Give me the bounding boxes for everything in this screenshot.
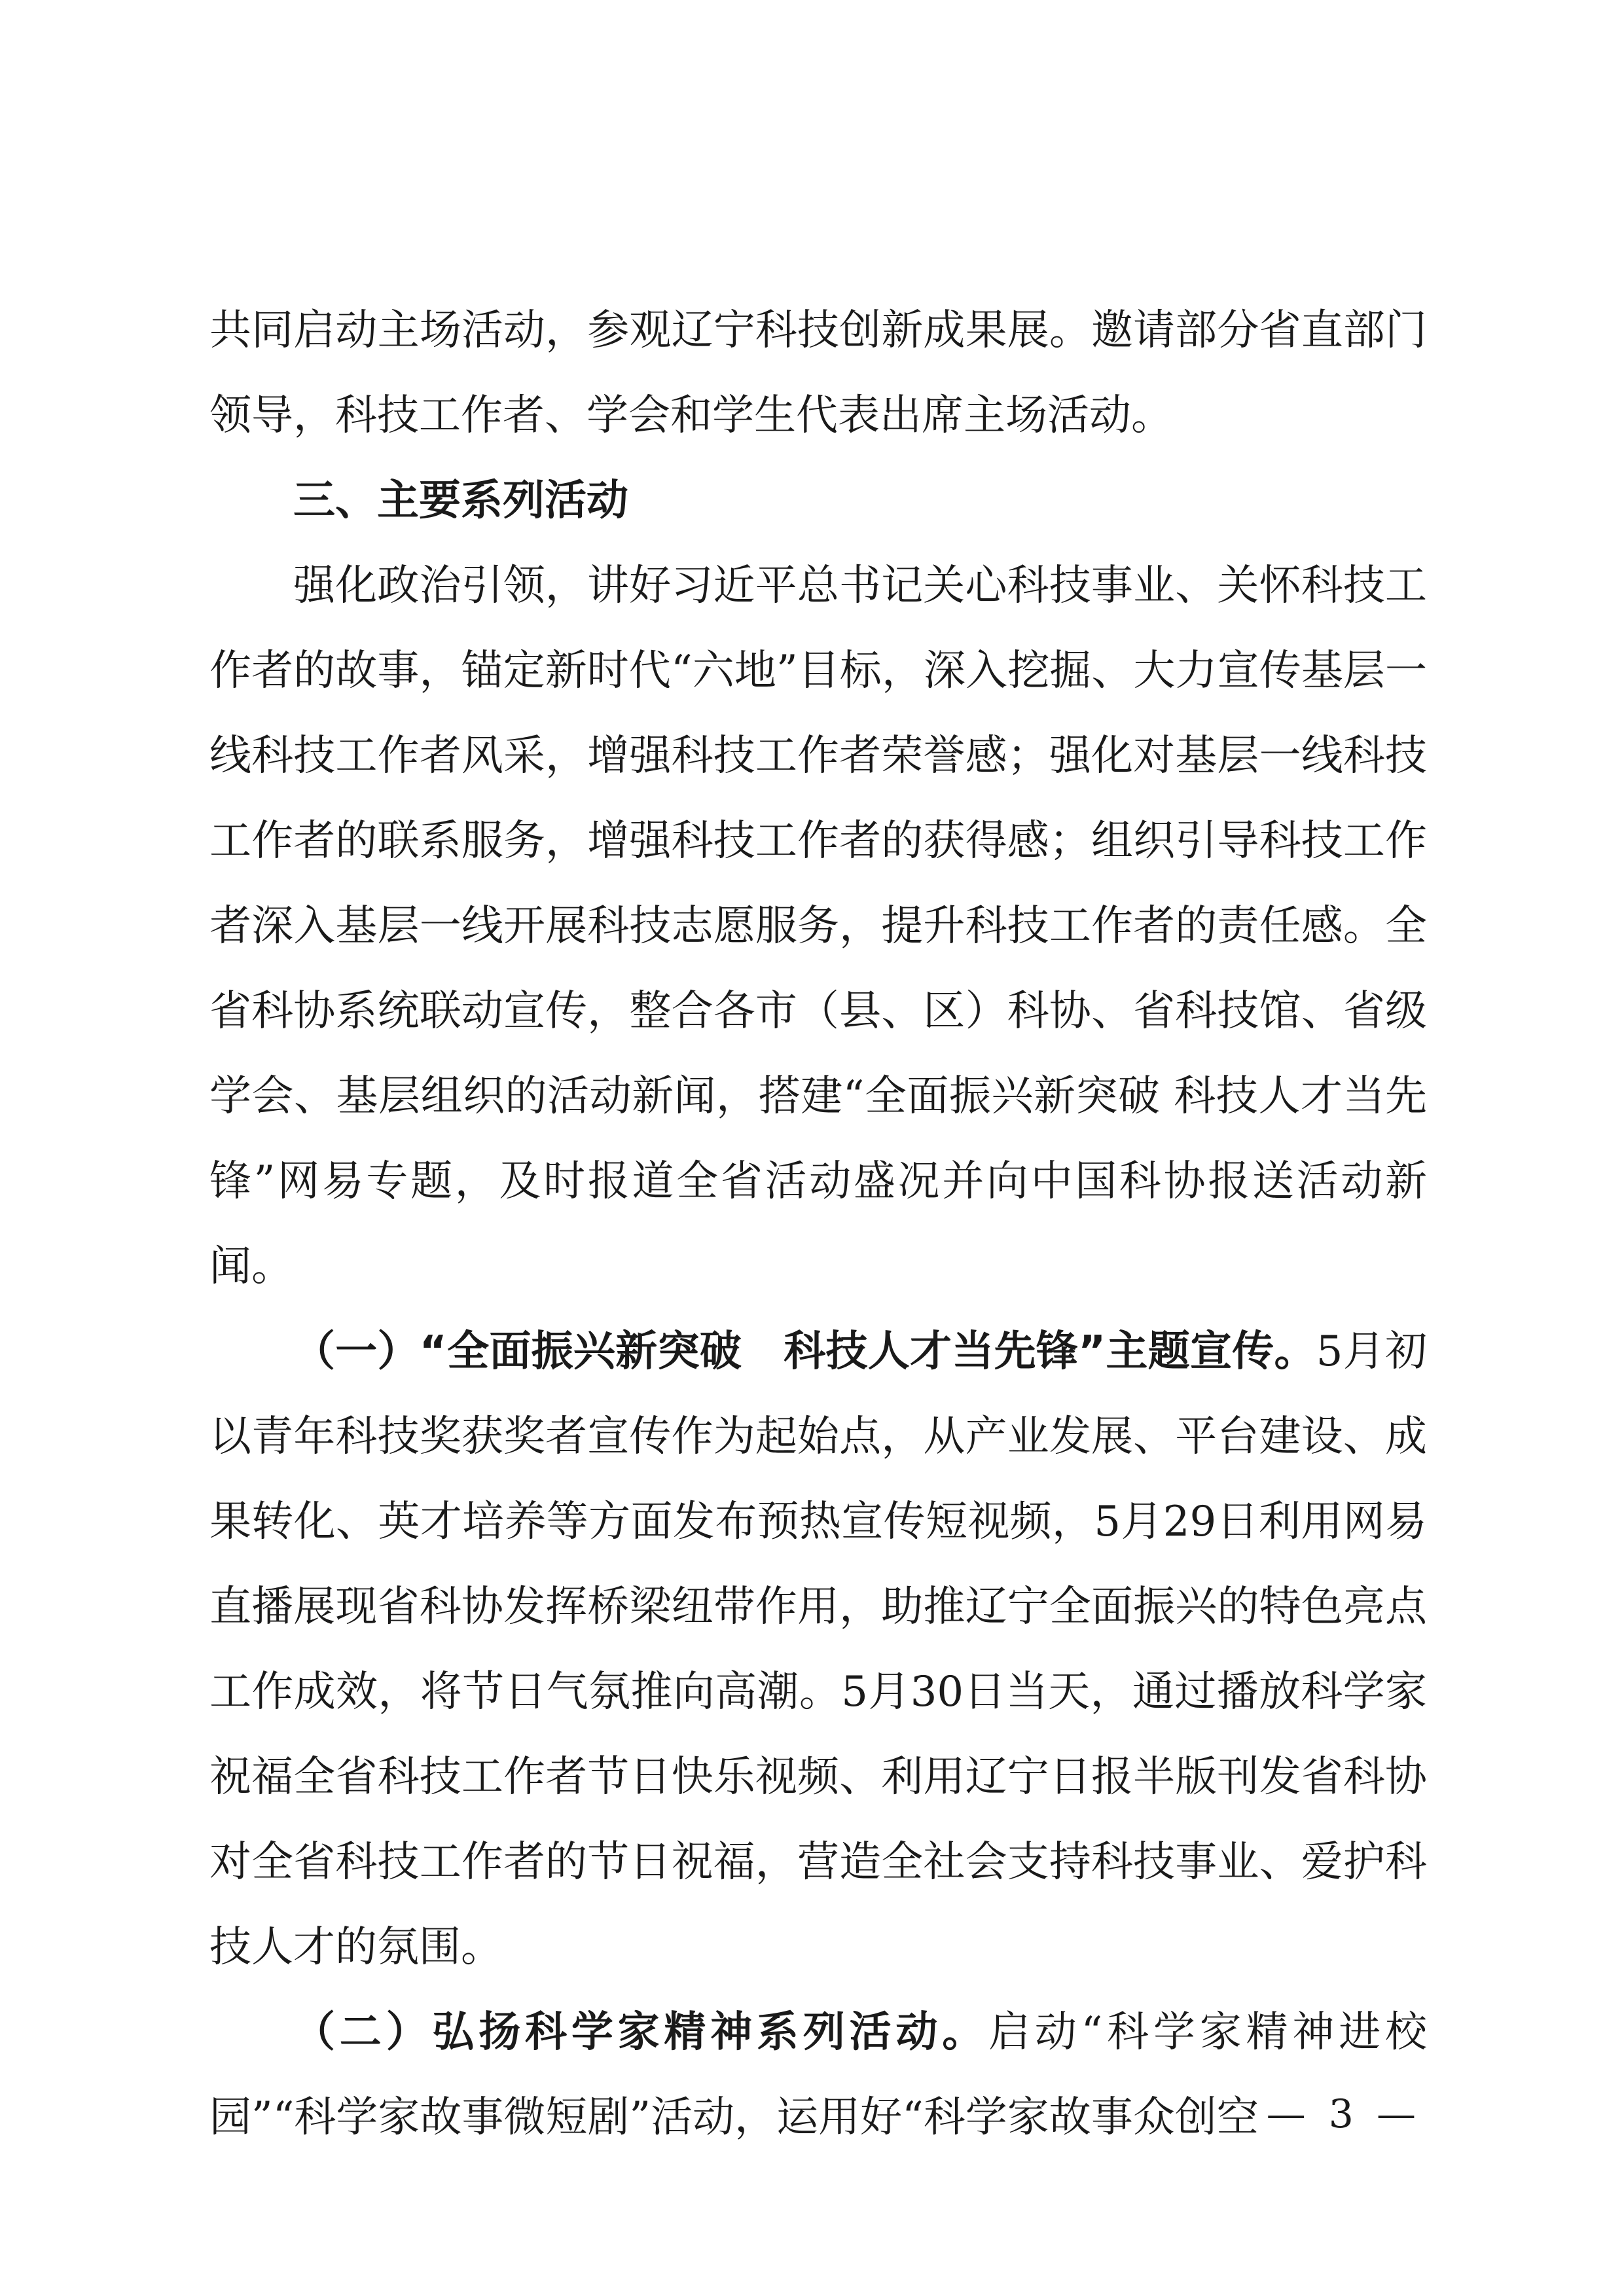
paragraph-main: 强化政治引领，讲好习近平总书记关心科技事业、关怀科技工作者的故事，锚定新时代“六地”目标，深入挖掘、大力宣传基层一线科技工作者风采，增强科技工作者荣誉感；强化对基层一线科技工作者的联系服务，增强科技工作者的获得感；组织引导科技工作者深入基层一线开展科技志愿服务，提升科技工作者的责任感。全省科协系统联动宣传，整合各市（县、区）科协、省科技馆、省级学会、基层组织的活动新闻，搭建“全面振兴新突破 科技人才当先锋”网易专题，及时报道全省活动盛况并向中国科协报送活动新闻。 [209, 562, 1427, 1291]
paragraph-continuation: 共同启动主场活动，参观辽宁科技创新成果展。邀请部分省直部门领导，科技工作者、学会和学生代表出席主场活动。 [209, 306, 1427, 440]
item-2-title: （二）弘扬科学家精神系列活动。 [293, 2008, 989, 2057]
item-2-body: 启动“科学家精神进校园”“科学家故事微短剧”活动，运用好“科学家故事众创空 [209, 2008, 1428, 2142]
paragraph-item-2 [209, 1990, 1427, 2160]
item-1-title: （一）“全面振兴新突破 科技人才当先锋”主题宣传。 [293, 1327, 1316, 1376]
paragraph-item-1 [209, 1309, 1427, 1990]
document-body [209, 288, 1427, 2160]
item-1-body: 5月初以青年科技奖获奖者宣传作为起始点，从产业发展、平台建设、成果转化、英才培养等方面发布预热宣传短视频，5月29日利用网易直播展现省科协发挥桥梁纽带作用，助推辽宁全面振兴的特色亮点工作成效，将节日气氛推向高潮。5月30日当天，通过播放科学家祝福全省科技工作者节日快乐视频、利用辽宁日报半版刊发省科协对全省科技工作者的节日祝福，营造全社会支持科技事业、爱护科技人才的氛围。 [209, 1327, 1427, 1972]
section-heading: 三、主要系列活动 [293, 477, 628, 525]
page-number: — 3 — [1266, 2091, 1421, 2137]
